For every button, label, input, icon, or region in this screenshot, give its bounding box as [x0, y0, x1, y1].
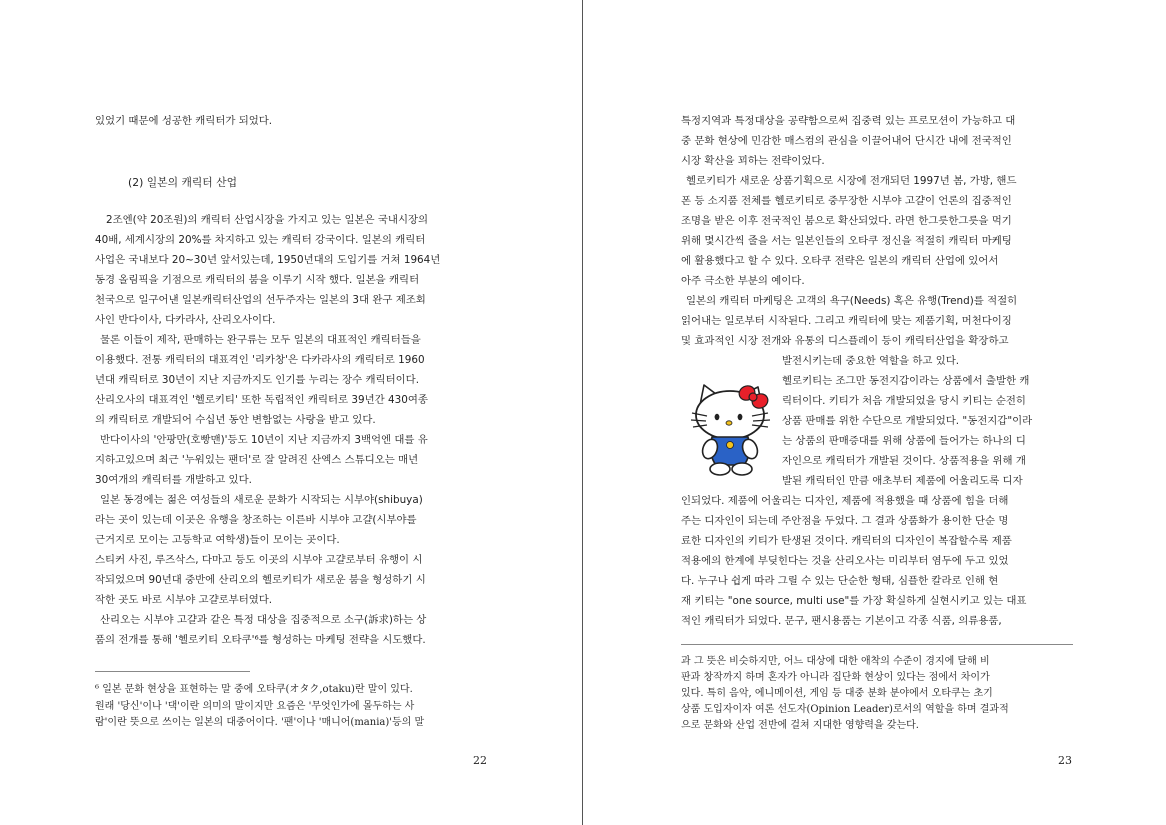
body-line: 2조엔(약 20조원)의 캐릭터 산업시장을 가지고 있는 일본은 국내시장의: [106, 214, 429, 226]
body-line: 헬로키티는 조그만 동전지갑이라는 상품에서 출발한 캐: [782, 375, 1030, 387]
section-heading: (2) 일본의 캐릭터 산업: [128, 176, 238, 189]
body-line: 인되었다. 제품에 어울리는 디자인, 제품에 적용했을 때 상품에 힘을 더해: [681, 495, 1009, 507]
body-line: 년대 캐릭터로 30년이 지난 지금까지도 인기를 누리는 장수 캐릭터이다.: [95, 374, 419, 386]
footnote-line: 과 그 뜻은 비슷하지만, 어느 대상에 대한 애착의 수준이 경지에 달해 비: [681, 656, 990, 667]
body-line: 자인으로 캐릭터가 개발된 것이다. 상품적용을 위해 개: [782, 455, 1026, 467]
body-line: 폰 등 소지품 전체를 헬로키티로 중무장한 시부야 고걀이 언론의 집중적인: [681, 195, 1012, 207]
body-line: 발된 캐릭터인 만큼 애초부터 제품에 어울리도록 디자: [782, 475, 1023, 487]
body-line: 발전시키는데 중요한 역할을 하고 있다.: [782, 355, 960, 367]
footnote-line: 상품 도입자이자 여론 선도자(Opinion Leader)로서의 역할을 하며 결과적: [681, 704, 1009, 715]
body-line: 있었기 때문에 성공한 캐릭터가 되었다.: [95, 115, 273, 127]
body-line: 중 문화 현상에 민감한 매스컴의 관심을 이끌어내어 단시간 내에 전국적인: [681, 135, 1012, 147]
footnote-line: 으로 문화와 산업 전반에 걸쳐 지대한 영향력을 갖는다.: [681, 720, 919, 731]
body-line: 동경 올림픽을 기점으로 캐릭터의 붐을 이루기 시작 했다. 일본을 캐릭터: [95, 274, 420, 286]
page-number: 22: [473, 754, 487, 767]
body-line: 천국으로 일구어낸 일본캐릭터산업의 선두주자는 일본의 3대 완구 제조회: [95, 294, 426, 306]
body-line: 이용했다. 전통 캐릭터의 대표격인 '리카창'은 다카라사의 캐릭터로 1960: [95, 354, 425, 366]
page-gutter-line: [582, 0, 583, 825]
body-line: 일본 동경에는 젊은 여성들의 새로운 문화가 시작되는 시부야(shibuya): [100, 494, 423, 506]
footnote-line: 원래 '당신'이나 '댁'이란 의미의 말이지만 요즘은 '무엇인가에 몰두하는 사: [95, 701, 415, 712]
body-line: 작되었으며 90년대 중반에 산리오의 헬로키티가 새로운 붐을 형성하기 시: [95, 574, 426, 586]
body-line: 근거지로 모이는 고등학교 여학생)들이 모이는 곳이다.: [95, 534, 340, 546]
footnote-line: 판과 창작까지 하며 혼자가 아니라 집단화 현상이 있다는 점에서 차이가: [681, 672, 990, 683]
body-line: 품의 전개를 통해 '헬로키티 오타쿠'⁶를 형성하는 마케팅 전략을 시도했다.: [95, 634, 426, 646]
body-line: 일본의 캐릭터 마케팅은 고객의 욕구(Needs) 혹은 유행(Trend)를 적절히: [686, 295, 1018, 307]
body-line: 스티커 사진, 루즈삭스, 다마고 등도 이곳의 시부야 고걀로부터 유행이 시: [95, 554, 423, 566]
footnote-line: ⁶ 일본 문화 현상을 표현하는 말 중에 오타쿠(オタク,otaku)란 말이 있다.: [95, 684, 413, 695]
body-line: 재 키티는 "one source, multi use"를 가장 확실하게 실현시키고 있는 대표: [681, 595, 1027, 607]
footnote-separator: [681, 644, 1073, 645]
footnote-line: 있다. 특히 음악, 에니메이션, 게임 등 대중 분화 분야에서 오타쿠는 초기: [681, 688, 993, 699]
body-line: 적용에의 한계에 부딪힌다는 것을 산리오사는 미리부터 염두에 두고 있었: [681, 555, 1009, 567]
footnote-rule: [95, 671, 250, 672]
body-line: 헬로키티가 새로운 상품기획으로 시장에 전개되던 1997년 봄, 가방, 핸드: [686, 175, 1017, 187]
body-line: 료한 디자인의 키티가 탄생된 것이다. 캐릭터의 디자인이 복잡할수록 제품: [681, 535, 1012, 547]
body-line: 반다이사의 '안팡만(호빵맨)'등도 10년이 지난 지금까지 3백억엔 대를 유: [100, 434, 428, 446]
body-line: 작한 곳도 바로 시부야 고걀로부터였다.: [95, 594, 273, 606]
body-line: 물론 이들이 제작, 판매하는 완구류는 모두 일본의 대표적인 캐릭터들을: [100, 334, 421, 346]
body-line: 30여개의 캐릭터를 개발하고 있다.: [95, 474, 252, 486]
body-line: 라는 곳이 있는데 이곳은 유행을 창조하는 이른바 시부야 고걀(시부야를: [95, 514, 417, 526]
body-line: 특정지역과 특정대상을 공략함으로써 집중력 있는 프로모션이 가능하고 대: [681, 115, 1016, 127]
body-line: 산리오는 시부야 고걀과 같은 특정 대상을 집중적으로 소구(訴求)하는 상: [100, 614, 427, 626]
body-line: 적인 캐릭터가 되었다. 문구, 팬시용품는 기본이고 각종 식품, 의류용품,: [681, 615, 1002, 627]
body-line: 시장 확산을 꾀하는 전략이었다.: [681, 155, 825, 167]
body-line: 상품 판매를 위한 수단으로 개발되었다. "동전지갑"이라: [782, 415, 1033, 427]
body-line: 산리오사의 대표격인 '헬로키티' 또한 독립적인 캐릭터로 39년간 430여종: [95, 394, 428, 406]
body-line: 릭터이다. 키티가 처음 개발되었을 당시 키티는 순전히: [782, 395, 1026, 407]
body-line: 및 효과적인 시장 전개와 유통의 디스플레이 등이 캐릭터산업을 확장하고: [681, 335, 1009, 347]
footnote-line: 람'이란 뜻으로 쓰이는 일본의 대중어이다. '팬'이나 '매니어(mania)'등의 말: [95, 717, 425, 728]
body-line: 에 활용했다고 할 수 있다. 오타쿠 전략은 일본의 캐릭터 산업에 있어서: [681, 255, 999, 267]
body-line: 주는 디자인이 되는데 주안점을 두었다. 그 결과 상품화가 용이한 단순 명: [681, 515, 1009, 527]
body-line: 지하고있으며 최근 '누워있는 팬더'로 잘 알려진 산엑스 스튜디오는 매년: [95, 454, 419, 466]
body-line: 읽어내는 일로부터 시작된다. 그리고 캐릭터에 맞는 제품기획, 머천다이징: [681, 315, 1012, 327]
body-line: 사인 반다이사, 다카라사, 산리오사이다.: [95, 314, 276, 326]
body-line: 아주 극소한 부분의 예이다.: [681, 275, 805, 287]
body-line: 는 상품의 판매증대를 위해 상품에 들어가는 하나의 디: [782, 435, 1026, 447]
body-line: 사업은 국내보다 20~30년 앞서있는데, 1950년대의 도입기를 거쳐 1964년: [95, 254, 441, 266]
hello-kitty-illustration: [690, 381, 774, 477]
body-line: 의 캐릭터로 개발되어 수십년 동안 변함없는 사랑을 받고 있다.: [95, 414, 376, 426]
body-line: 위해 몇시간씩 줄을 서는 일본인들의 오타쿠 정신을 적절히 캐릭터 마케팅: [681, 235, 1012, 247]
page-number: 23: [1058, 754, 1072, 767]
body-line: 조명을 받은 이후 전국적인 붐으로 확산되었다. 라면 한그릇한그릇을 먹기: [681, 215, 1012, 227]
body-line: 40배, 세계시장의 20%를 차지하고 있는 캐릭터 강국이다. 일본의 캐릭터: [95, 234, 426, 246]
body-line: 다. 누구나 쉽게 따라 그릴 수 있는 단순한 형태, 심플한 칼라로 인해 현: [681, 575, 999, 587]
